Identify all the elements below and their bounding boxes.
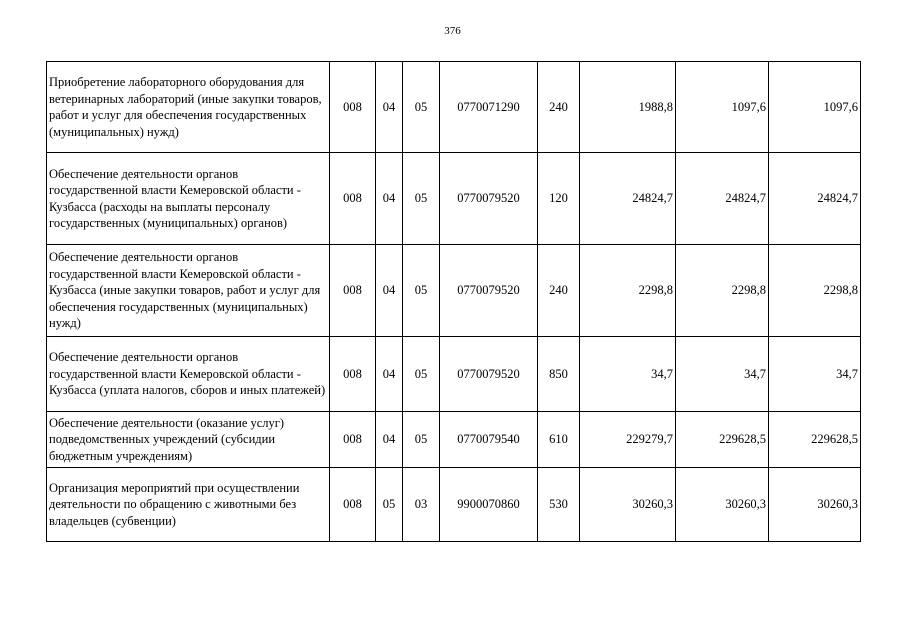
- amount-2: 34,7: [676, 337, 769, 412]
- section-code: 05: [376, 468, 403, 542]
- ministry-code: 008: [330, 412, 376, 468]
- amount-2: 1097,6: [676, 62, 769, 153]
- section-code: 04: [376, 153, 403, 245]
- subsection-code: 05: [403, 337, 440, 412]
- subsection-code: 05: [403, 245, 440, 337]
- amount-2: 229628,5: [676, 412, 769, 468]
- ministry-code: 008: [330, 245, 376, 337]
- target-article-code: 0770079520: [440, 337, 538, 412]
- table-row: [47, 62, 861, 153]
- ministry-code: 008: [330, 153, 376, 245]
- budget-table: [46, 61, 861, 542]
- expense-type-code: 850: [538, 337, 580, 412]
- amount-3: 1097,6: [769, 62, 861, 153]
- table-row: [47, 412, 861, 468]
- ministry-code: 008: [330, 62, 376, 153]
- target-article-code: 0770079540: [440, 412, 538, 468]
- subsection-code: 03: [403, 468, 440, 542]
- amount-1: 229279,7: [580, 412, 676, 468]
- expense-type-code: 240: [538, 245, 580, 337]
- row-description: Приобретение лабораторного оборудования для ветеринарных лабораторий (иные закупки товаров, работ и услуг для обеспечения государственных (муниципальных) нужд): [47, 62, 330, 153]
- amount-2: 24824,7: [676, 153, 769, 245]
- amount-1: 34,7: [580, 337, 676, 412]
- amount-3: 30260,3: [769, 468, 861, 542]
- expense-type-code: 240: [538, 62, 580, 153]
- table-row: [47, 245, 861, 337]
- expense-type-code: 610: [538, 412, 580, 468]
- row-description: Обеспечение деятельности органов государственной власти Кемеровской области - Кузбасса (уплата налогов, сборов и иных платежей): [47, 337, 330, 412]
- subsection-code: 05: [403, 412, 440, 468]
- target-article-code: 0770079520: [440, 153, 538, 245]
- table-row: [47, 468, 861, 542]
- target-article-code: 9900070860: [440, 468, 538, 542]
- target-article-code: 0770071290: [440, 62, 538, 153]
- ministry-code: 008: [330, 337, 376, 412]
- table-row: [47, 153, 861, 245]
- row-description: Обеспечение деятельности органов государственной власти Кемеровской области - Кузбасса (иные закупки товаров, работ и услуг для обеспечения государственных (муниципальных) нужд): [47, 245, 330, 337]
- amount-3: 229628,5: [769, 412, 861, 468]
- section-code: 04: [376, 412, 403, 468]
- section-code: 04: [376, 245, 403, 337]
- amount-3: 24824,7: [769, 153, 861, 245]
- row-description: Организация мероприятий при осуществлении деятельности по обращению с животными без владельцев (субвенции): [47, 468, 330, 542]
- ministry-code: 008: [330, 468, 376, 542]
- amount-1: 1988,8: [580, 62, 676, 153]
- subsection-code: 05: [403, 62, 440, 153]
- page-number: 376: [444, 25, 461, 37]
- expense-type-code: 120: [538, 153, 580, 245]
- subsection-code: 05: [403, 153, 440, 245]
- amount-1: 24824,7: [580, 153, 676, 245]
- expense-type-code: 530: [538, 468, 580, 542]
- table-row: [47, 337, 861, 412]
- target-article-code: 0770079520: [440, 245, 538, 337]
- section-code: 04: [376, 337, 403, 412]
- row-description: Обеспечение деятельности (оказание услуг) подведомственных учреждений (субсидии бюджетным учреждениям): [47, 412, 330, 468]
- amount-1: 30260,3: [580, 468, 676, 542]
- section-code: 04: [376, 62, 403, 153]
- amount-3: 2298,8: [769, 245, 861, 337]
- amount-1: 2298,8: [580, 245, 676, 337]
- row-description: Обеспечение деятельности органов государственной власти Кемеровской области - Кузбасса (расходы на выплаты персоналу государственных (муниципальных) органов): [47, 153, 330, 245]
- amount-2: 30260,3: [676, 468, 769, 542]
- amount-3: 34,7: [769, 337, 861, 412]
- amount-2: 2298,8: [676, 245, 769, 337]
